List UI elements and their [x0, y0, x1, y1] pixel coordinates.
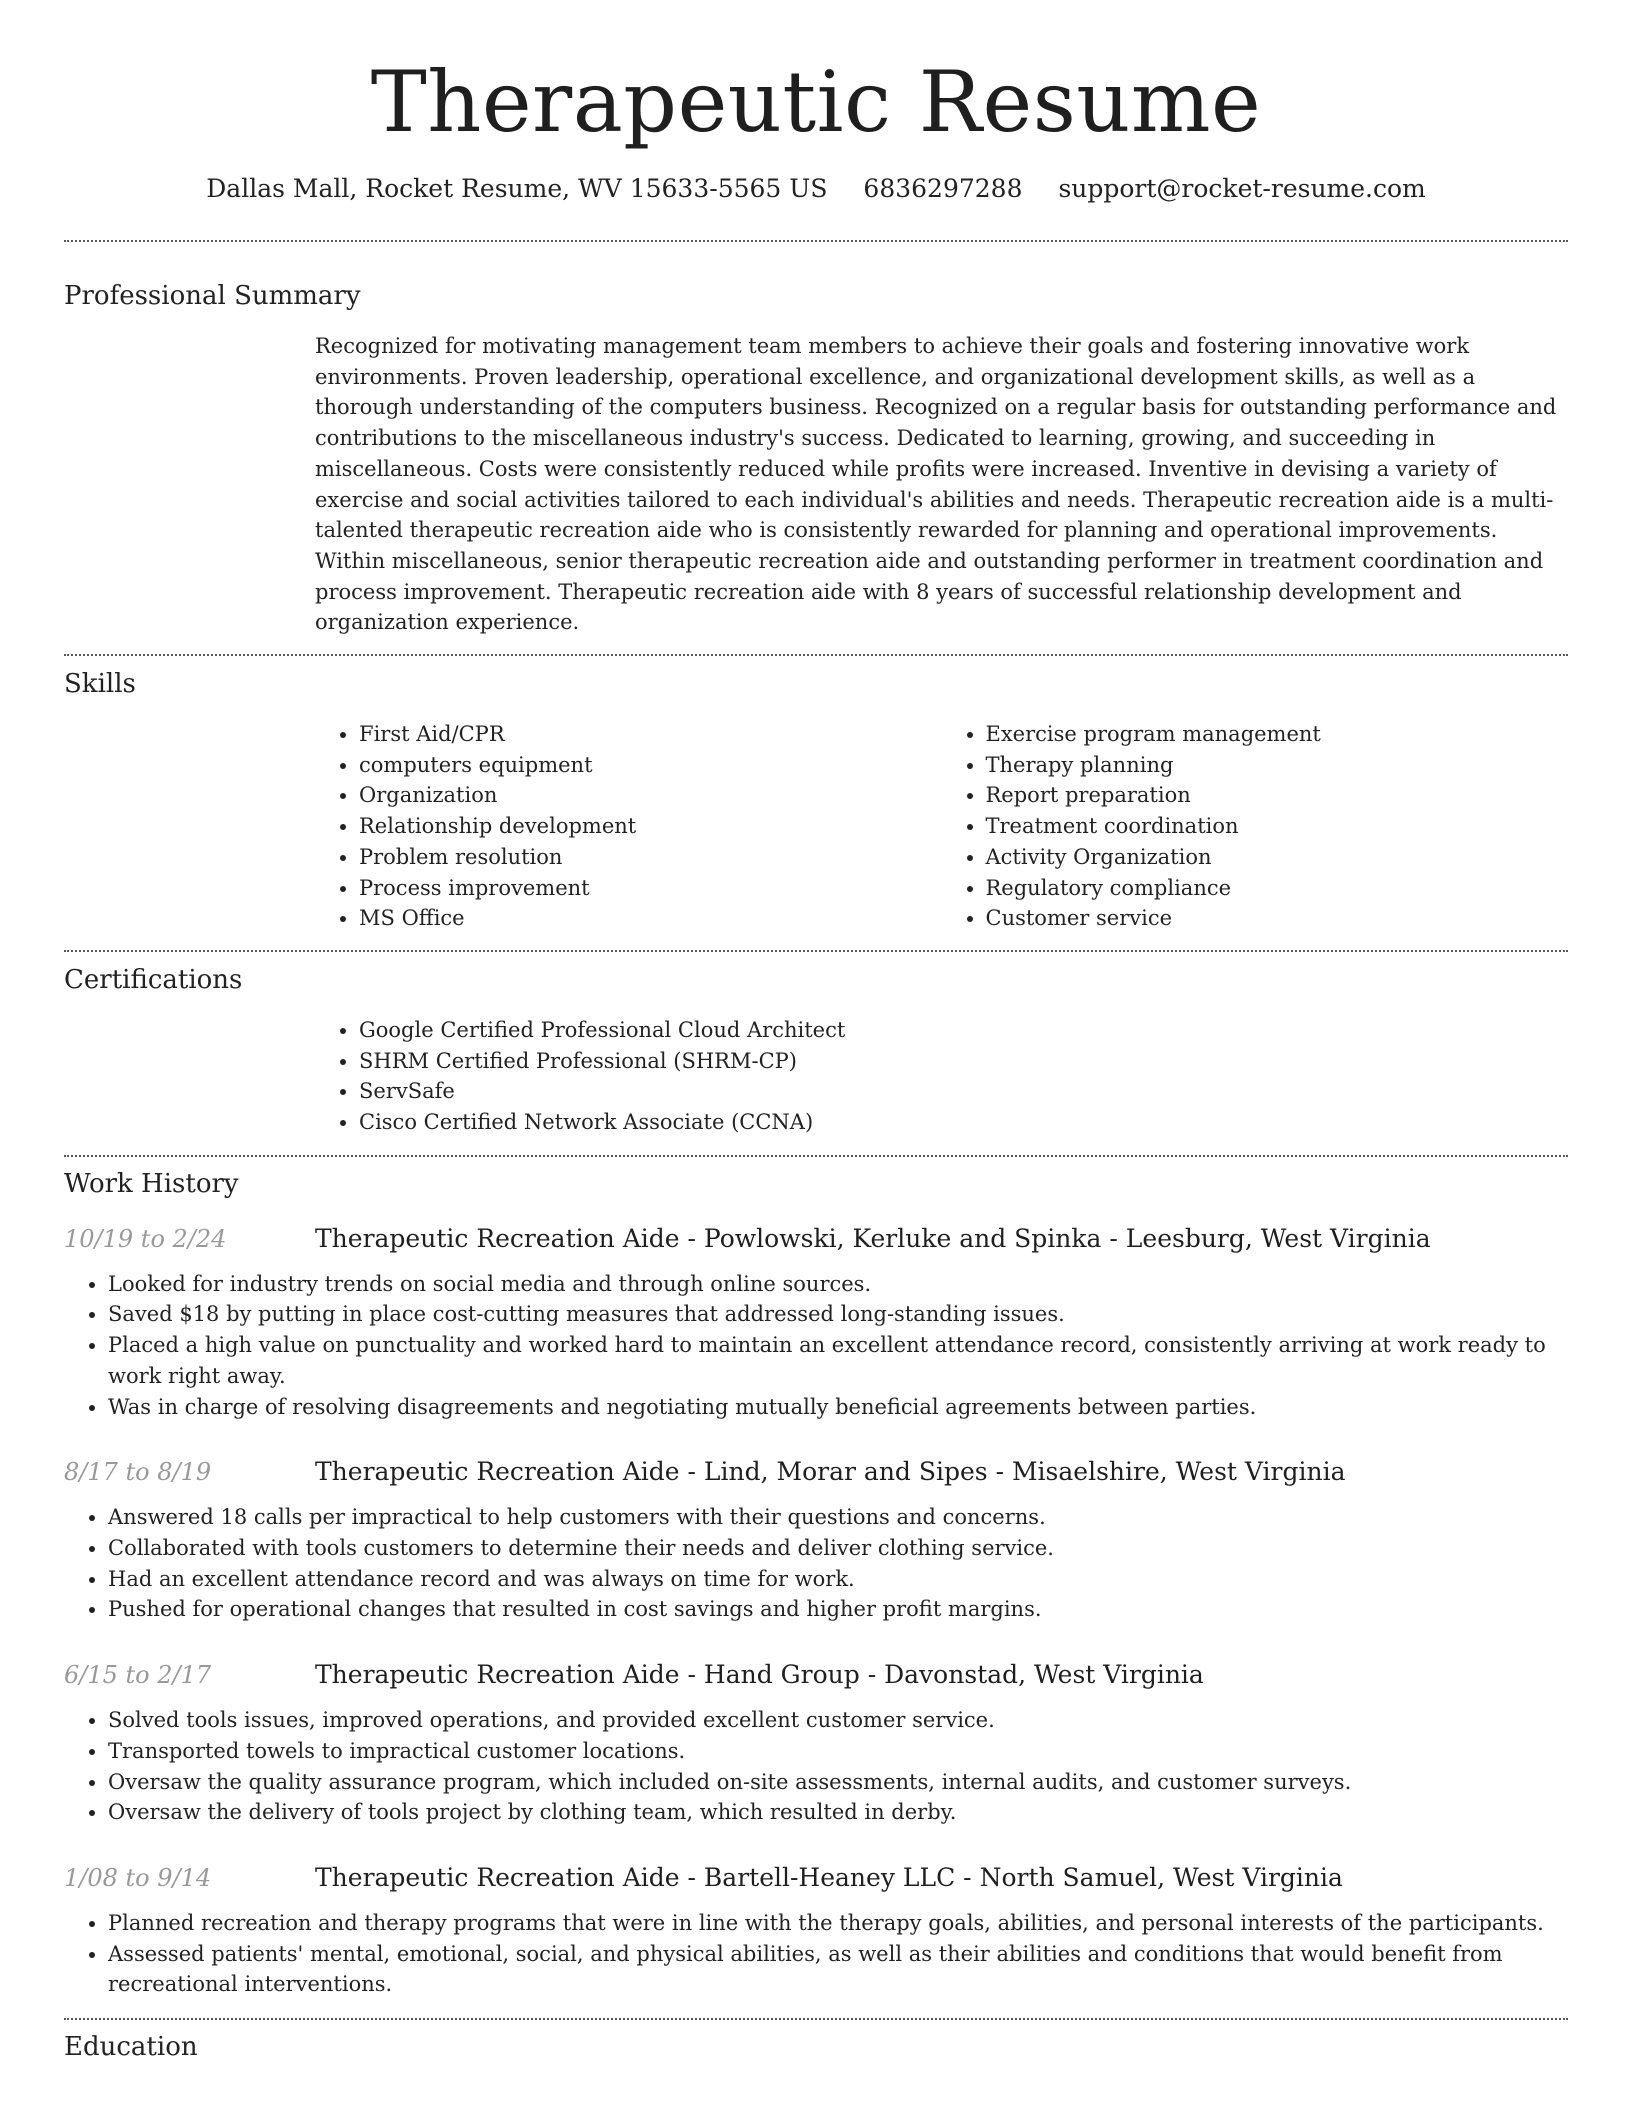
divider	[64, 950, 1568, 952]
skill-item: • Problem resolution	[359, 842, 942, 873]
section-title-skills: Skills	[64, 669, 136, 700]
job-header	[64, 1223, 1568, 1255]
job-duties-list	[64, 1908, 1568, 2000]
skill-item: • Report preparation	[986, 780, 1569, 811]
certifications-list	[315, 1015, 1568, 1138]
skill-item: • MS Office	[359, 903, 942, 934]
skill-item: • Organization	[359, 780, 942, 811]
resume-name: Therapeutic Resume	[370, 53, 1262, 151]
skills-list-right	[942, 719, 1569, 934]
job-title: Therapeutic Recreation Aide - Hand Group - Davonstad, West Virginia	[315, 1660, 1204, 1690]
job-duty: • Looked for industry trends on social media and through online sources.	[108, 1269, 1568, 1300]
job-duty: • Had an excellent attendance record and was always on time for work.	[108, 1564, 1568, 1595]
skills-section	[64, 667, 1568, 934]
skill-item: • Regulatory compliance	[986, 873, 1569, 904]
skills-list-left	[315, 719, 942, 934]
job-entry	[64, 1862, 1568, 2000]
job-duty: • Answered 18 calls per impractical to help customers with their questions and concerns.	[108, 1502, 1568, 1533]
job-dates: 6/15 to 2/17	[64, 1661, 212, 1690]
section-title-summary: Professional Summary	[64, 281, 361, 311]
certification-item: • Google Certified Professional Cloud Architect	[359, 1015, 1568, 1046]
job-duty: • Collaborated with tools customers to determine their needs and deliver clothing service.	[108, 1533, 1568, 1564]
contact-address: Dallas Mall, Rocket Resume, WV 15633-5565 US	[206, 174, 828, 203]
certifications-content	[315, 1015, 1568, 1138]
work-history-section	[64, 1167, 1568, 2000]
summary-content	[315, 331, 1568, 638]
skill-item: • Exercise program management	[986, 719, 1569, 750]
job-duty: • Oversaw the delivery of tools project by clothing team, which resulted in derby.	[108, 1797, 1568, 1828]
job-duty: • Was in charge of resolving disagreements and negotiating mutually beneficial agreements between parties.	[108, 1392, 1568, 1423]
job-duty: • Transported towels to impractical customer locations.	[108, 1736, 1568, 1767]
skill-item: • Treatment coordination	[986, 811, 1569, 842]
skills-grid	[315, 719, 1568, 934]
skill-item: • Process improvement	[359, 873, 942, 904]
skill-item: • Therapy planning	[986, 750, 1569, 781]
section-title-certifications: Certifications	[64, 964, 243, 995]
skill-item: • Relationship development	[359, 811, 942, 842]
divider	[64, 1155, 1568, 1157]
section-title-work-history: Work History	[64, 1168, 239, 1199]
certification-item: • Cisco Certified Network Associate (CCNA)	[359, 1107, 1568, 1138]
job-dates: 1/08 to 9/14	[64, 1863, 212, 1892]
job-header	[64, 1862, 1568, 1894]
job-duty: • Oversaw the quality assurance program, which included on-site assessments, internal audits, and customer surveys.	[108, 1767, 1568, 1798]
job-duty: • Assessed patients' mental, emotional, social, and physical abilities, as well as their abilities and conditions that would benefit from recreational interventions.	[108, 1939, 1568, 2000]
divider	[64, 2018, 1568, 2020]
job-header	[64, 1659, 1568, 1691]
job-dates: 8/17 to 8/19	[64, 1458, 212, 1487]
education-section	[64, 2030, 1568, 2064]
divider	[64, 654, 1568, 656]
skill-item: • First Aid/CPR	[359, 719, 942, 750]
job-duties-list	[64, 1502, 1568, 1625]
resume-page	[64, 0, 1568, 2064]
job-duties-list	[64, 1705, 1568, 1828]
summary-section	[64, 279, 1568, 638]
job-duty: • Placed a high value on punctuality and worked hard to maintain an excellent attendance record, consistently arriving at work ready to work right away.	[108, 1330, 1568, 1391]
job-duty: • Solved tools issues, improved operations, and provided excellent customer service.	[108, 1705, 1568, 1736]
summary-text: Recognized for motivating management team members to achieve their goals and fostering innovative work environments. Proven leadership, operational excellence, and organizational development skills, as well as a thorough understanding of the computers business. Recognized on a regular basis for outstanding performance and contributions to the miscellaneous industry's success. Dedicated to learning, growing, and succeeding in miscellaneous. Costs were consistently reduced while profits were increased. Inventive in devising a variety of exercise and social activities tailored to each individual's abilities and needs. Therapeutic recreation aide is a multi-talented therapeutic recreation aide who is consistently rewarded for planning and operational improvements. Within miscellaneous, senior therapeutic recreation aide and outstanding performer in treatment coordination and process improvement. Therapeutic recreation aide with 8 years of successful relationship development and organization experience.	[315, 334, 1557, 635]
job-dates: 10/19 to 2/24	[64, 1224, 227, 1253]
job-entry	[64, 1223, 1568, 1423]
job-duties-list	[64, 1269, 1568, 1423]
contact-phone: 6836297288	[863, 174, 1023, 203]
contact-line	[64, 172, 1568, 206]
job-duty: • Saved $18 by putting in place cost-cutting measures that addressed long-standing issues.	[108, 1299, 1568, 1330]
job-header	[64, 1456, 1568, 1488]
certification-item: • SHRM Certified Professional (SHRM-CP)	[359, 1046, 1568, 1077]
skill-item: • computers equipment	[359, 750, 942, 781]
divider	[64, 240, 1568, 242]
certifications-section	[64, 963, 1568, 1138]
job-duty: • Pushed for operational changes that resulted in cost savings and higher profit margins.	[108, 1594, 1568, 1625]
job-title: Therapeutic Recreation Aide - Lind, Morar and Sipes - Misaelshire, West Virginia	[315, 1457, 1346, 1487]
job-title: Therapeutic Recreation Aide - Powlowski, Kerluke and Spinka - Leesburg, West Virginia	[315, 1223, 1431, 1253]
skill-item: • Customer service	[986, 903, 1569, 934]
job-duty: • Planned recreation and therapy programs that were in line with the therapy goals, abilities, and personal interests of the participants.	[108, 1908, 1568, 1939]
job-title: Therapeutic Recreation Aide - Bartell-Heaney LLC - North Samuel, West Virginia	[315, 1862, 1343, 1892]
skill-item: • Activity Organization	[986, 842, 1569, 873]
section-title-education: Education	[64, 2032, 198, 2063]
certification-item: • ServSafe	[359, 1076, 1568, 1107]
job-entry	[64, 1456, 1568, 1625]
contact-email: support@rocket-resume.com	[1058, 174, 1426, 203]
job-entry	[64, 1659, 1568, 1828]
